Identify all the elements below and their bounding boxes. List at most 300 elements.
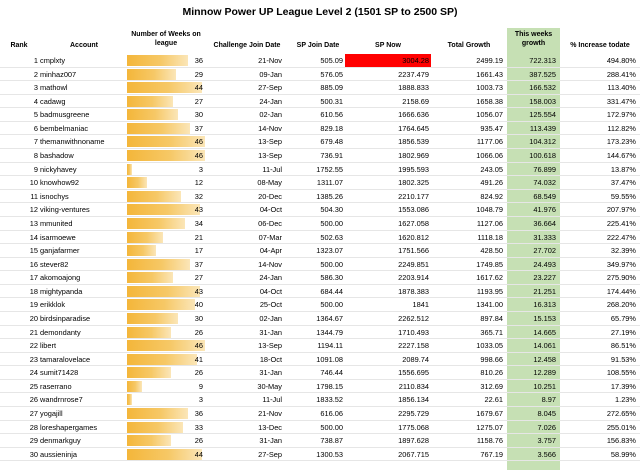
weeks-value: 46 <box>194 151 203 161</box>
weeks-bar <box>127 449 202 460</box>
sp-join-cell: 576.05 <box>320 69 343 79</box>
increase-cell: 255.01% <box>606 422 636 432</box>
table-row <box>0 298 640 312</box>
sp-now-value: 2262.512 <box>398 313 429 323</box>
sp-join-cell: 1091.08 <box>316 354 343 364</box>
account-cell[interactable]: isarmoewe <box>40 232 76 242</box>
weeks-bar <box>127 313 178 324</box>
rank-cell: 11 <box>30 191 38 201</box>
weeks-cell <box>126 326 206 339</box>
rank-cell: 1 <box>33 56 38 65</box>
total-growth-cell: 243.05 <box>480 164 503 174</box>
weeks-value: 33 <box>194 422 203 432</box>
account-cell[interactable]: bembelmaniac <box>40 123 89 133</box>
account-cell[interactable]: libert <box>40 341 57 351</box>
weeks-cell <box>126 298 206 311</box>
table-header <box>0 28 640 54</box>
sp-join-cell: 684.44 <box>320 286 343 296</box>
increase-cell: 113.40% <box>607 83 636 93</box>
sp-now-value: 3004.28 <box>402 56 429 65</box>
sp-now-value: 2203.914 <box>398 273 429 283</box>
account-cell[interactable]: wandrnrose7 <box>40 395 83 405</box>
table-row <box>0 108 640 122</box>
sp-now-value: 1710.493 <box>398 327 429 337</box>
sp-join-cell: 505.09 <box>320 56 343 65</box>
join-date-cell: 30-May <box>257 381 282 391</box>
weeks-value: 3 <box>198 164 203 174</box>
weeks-bar <box>127 164 132 175</box>
weeks-cell <box>126 285 206 298</box>
league-table <box>0 28 640 461</box>
rank-cell: 9 <box>33 164 38 174</box>
page-title: Minnow Power UP League Level 2 (1501 SP to 2500 SP) <box>182 6 458 18</box>
account-cell[interactable]: mightypanda <box>40 286 83 296</box>
increase-cell: 207.97% <box>606 205 636 215</box>
sp-join-cell: 885.09 <box>320 83 343 93</box>
table-row <box>0 135 640 149</box>
weeks-cell <box>126 190 206 203</box>
table-row <box>0 448 640 462</box>
table-row <box>0 231 640 245</box>
total-growth-cell: 22.61 <box>484 395 503 405</box>
sp-now-cell <box>345 81 431 94</box>
rank-cell: 13 <box>29 218 38 228</box>
sp-now-cell <box>345 95 431 108</box>
weeks-growth-cell: 15.153 <box>533 313 556 323</box>
weeks-growth-cell: 722.313 <box>529 56 556 65</box>
join-date-cell: 31-Jan <box>259 436 282 446</box>
sp-now-value: 1553.086 <box>398 205 429 215</box>
sp-now-value: 1878.383 <box>398 286 429 296</box>
weeks-cell <box>126 421 206 434</box>
total-growth-cell: 2499.19 <box>476 56 503 65</box>
join-date-cell: 04-Oct <box>259 286 282 296</box>
increase-cell: 65.79% <box>610 313 636 323</box>
increase-cell: 58.99% <box>610 449 636 459</box>
total-growth-cell: 312.69 <box>480 381 503 391</box>
weeks-bar <box>127 69 176 80</box>
weeks-cell <box>126 122 206 135</box>
total-growth-cell: 1066.06 <box>476 151 503 161</box>
rank-cell: 17 <box>29 273 38 283</box>
total-growth-cell: 1341.00 <box>476 300 503 310</box>
account-cell[interactable]: yogajill <box>40 409 63 419</box>
header-rank: Rank <box>10 42 28 49</box>
weeks-value: 27 <box>194 96 203 106</box>
sp-now-cell <box>345 353 431 366</box>
account-cell[interactable]: badmusgreene <box>40 110 90 120</box>
weeks-growth-cell: 74.032 <box>533 178 556 188</box>
header-weeks-growth: This weeks growth <box>514 31 553 47</box>
increase-cell: 222.47% <box>606 232 636 242</box>
total-growth-cell: 1158.76 <box>476 436 503 446</box>
increase-cell: 144.67% <box>606 151 636 161</box>
increase-cell: 17.39% <box>610 381 636 391</box>
table-row <box>0 190 640 204</box>
account-cell[interactable]: raserrano <box>40 381 72 391</box>
weeks-bar <box>127 394 132 405</box>
weeks-cell <box>126 135 206 148</box>
sp-now-value: 2067.715 <box>398 449 429 459</box>
join-date-cell: 13-Dec <box>258 422 282 432</box>
weeks-value: 40 <box>194 300 203 310</box>
weeks-cell <box>126 258 206 271</box>
sp-join-cell: 1344.79 <box>316 327 343 337</box>
sp-now-cell <box>345 271 431 284</box>
sp-now-cell <box>345 108 431 121</box>
header-join-date: Challenge Join Date <box>213 42 281 49</box>
join-date-cell: 27-Sep <box>258 83 282 93</box>
total-growth-cell: 1193.95 <box>476 286 503 296</box>
table-row <box>0 244 640 258</box>
weeks-value: 44 <box>194 449 203 459</box>
sp-join-cell: 679.48 <box>320 137 343 147</box>
table-row <box>0 434 640 448</box>
weeks-growth-cell: 125.554 <box>529 110 556 120</box>
weeks-bar <box>127 136 205 147</box>
sp-join-cell: 1364.67 <box>316 313 343 323</box>
weeks-growth-cell: 24.493 <box>533 259 556 269</box>
header-weeks: Number of Weeks on league <box>131 31 201 47</box>
rank-cell: 4 <box>33 96 38 106</box>
join-date-cell: 02-Jan <box>259 110 282 120</box>
account-cell[interactable]: loreshapergames <box>40 422 98 432</box>
total-growth-cell: 897.84 <box>480 313 503 323</box>
weeks-growth-cell: 14.665 <box>533 327 556 337</box>
weeks-growth-cell: 16.313 <box>533 300 556 310</box>
weeks-bar <box>127 232 163 243</box>
weeks-bar <box>127 422 183 433</box>
sp-join-cell: 610.56 <box>320 110 343 120</box>
increase-cell: 494.80% <box>606 56 636 65</box>
join-date-cell: 18-Oct <box>259 354 282 364</box>
weeks-cell <box>126 68 206 81</box>
weeks-cell <box>126 366 206 379</box>
total-growth-cell: 428.50 <box>480 246 503 256</box>
join-date-cell: 13-Sep <box>258 341 282 351</box>
total-growth-cell: 1033.05 <box>476 341 503 351</box>
join-date-cell: 02-Jan <box>259 313 282 323</box>
sp-now-cell <box>345 407 431 420</box>
increase-cell: 331.47% <box>606 96 636 106</box>
rank-cell: 2 <box>33 69 38 79</box>
account-cell[interactable]: bashadow <box>40 151 74 161</box>
join-date-cell: 04-Oct <box>259 205 282 215</box>
account-cell[interactable]: mathowl <box>40 83 68 93</box>
weeks-cell <box>126 54 206 67</box>
join-date-cell: 14-Nov <box>258 259 282 269</box>
weeks-bar <box>127 381 142 392</box>
table-row <box>0 258 640 272</box>
weeks-value: 3 <box>198 395 203 405</box>
join-date-cell: 06-Dec <box>258 218 282 228</box>
total-growth-cell: 810.26 <box>480 368 503 378</box>
total-growth-cell: 824.92 <box>480 191 503 201</box>
sp-now-cell <box>345 68 431 81</box>
total-growth-cell: 1003.73 <box>476 83 503 93</box>
total-growth-cell: 1118.18 <box>477 232 503 242</box>
weeks-value: 36 <box>194 409 203 419</box>
rank-cell: 25 <box>29 381 38 391</box>
increase-cell: 349.97% <box>606 259 636 269</box>
account-cell[interactable]: tamaralovelace <box>40 354 91 364</box>
weeks-value: 30 <box>194 313 203 323</box>
weeks-bar <box>127 82 202 93</box>
table-row <box>0 421 640 435</box>
sp-now-cell <box>345 285 431 298</box>
sp-join-cell: 500.00 <box>320 300 343 310</box>
weeks-growth-cell: 12.289 <box>533 368 556 378</box>
rank-cell: 15 <box>29 246 38 256</box>
rank-cell: 14 <box>29 232 38 242</box>
table-row <box>0 203 640 217</box>
total-growth-cell: 767.19 <box>480 449 503 459</box>
sp-join-cell: 504.30 <box>320 205 343 215</box>
sp-now-cell <box>345 190 431 203</box>
increase-cell: 173.23% <box>606 137 636 147</box>
table-row <box>0 339 640 353</box>
sp-now-cell <box>345 380 431 393</box>
table-row <box>0 271 640 285</box>
sp-now-cell <box>345 149 431 162</box>
sp-join-cell: 1323.07 <box>316 246 343 256</box>
table-body <box>0 54 640 461</box>
weeks-growth-cell: 8.97 <box>541 395 556 405</box>
account-cell[interactable]: aussieninja <box>40 449 77 459</box>
sp-now-value: 1627.058 <box>398 218 429 228</box>
sp-now-value: 2210.177 <box>398 191 429 201</box>
account-cell[interactable]: erikklok <box>40 300 66 310</box>
weeks-growth-cell: 27.702 <box>533 246 556 256</box>
weeks-value: 26 <box>194 436 203 446</box>
table-row <box>0 285 640 299</box>
account-cell[interactable]: cadawg <box>40 96 66 106</box>
weeks-value: 12 <box>194 178 203 188</box>
table-row <box>0 393 640 407</box>
header-sp-now: SP Now <box>375 42 401 49</box>
sp-now-value: 2295.729 <box>398 409 429 419</box>
total-growth-cell: 1749.85 <box>476 259 503 269</box>
sp-now-cell <box>345 312 431 325</box>
join-date-cell: 11-Jul <box>262 395 282 405</box>
sp-now-cell <box>345 54 431 67</box>
sp-join-cell: 1300.53 <box>316 449 343 459</box>
weeks-cell <box>126 448 206 461</box>
table-row <box>0 81 640 95</box>
join-date-cell: 21-Nov <box>258 56 282 65</box>
rank-cell: 10 <box>29 178 38 188</box>
increase-cell: 91.53% <box>610 354 636 364</box>
sp-now-cell <box>345 231 431 244</box>
sp-now-value: 1897.628 <box>398 436 429 446</box>
weeks-value: 17 <box>194 246 203 256</box>
increase-cell: 275.90% <box>606 273 636 283</box>
weeks-cell <box>126 407 206 420</box>
sp-join-cell: 738.87 <box>320 436 343 446</box>
weeks-bar <box>127 299 195 310</box>
weeks-growth-cell: 23.227 <box>533 273 556 283</box>
increase-cell: 156.83% <box>606 436 636 446</box>
sp-now-cell <box>345 217 431 230</box>
weeks-growth-cell: 36.664 <box>533 218 556 228</box>
weeks-cell <box>126 149 206 162</box>
rank-cell: 5 <box>33 110 38 120</box>
weeks-bar <box>127 435 171 446</box>
weeks-bar <box>127 204 200 215</box>
weeks-growth-cell: 12.458 <box>533 354 556 364</box>
sp-now-value: 1751.566 <box>398 246 429 256</box>
account-cell[interactable]: isnochys <box>40 191 69 201</box>
join-date-cell: 25-Oct <box>259 300 282 310</box>
table-row <box>0 312 640 326</box>
join-date-cell: 14-Nov <box>258 123 282 133</box>
account-cell[interactable]: themanwithnoname <box>40 137 105 147</box>
header-account: Account <box>70 42 98 49</box>
weeks-growth-cell: 76.899 <box>533 164 556 174</box>
weeks-value: 26 <box>194 327 203 337</box>
weeks-value: 46 <box>194 137 203 147</box>
account-cell[interactable]: ganjafarmer <box>40 246 80 256</box>
weeks-value: 37 <box>194 259 203 269</box>
sp-now-cell <box>345 393 431 406</box>
join-date-cell: 07-Mar <box>258 232 282 242</box>
total-growth-cell: 1658.38 <box>476 96 503 106</box>
sp-now-cell <box>345 122 431 135</box>
account-cell[interactable]: viking-ventures <box>40 205 90 215</box>
table-row <box>0 149 640 163</box>
sp-join-cell: 1194.11 <box>317 341 343 351</box>
total-growth-cell: 1177.06 <box>476 137 503 147</box>
total-growth-cell: 1679.67 <box>476 409 503 419</box>
total-growth-cell: 935.47 <box>480 123 503 133</box>
increase-cell: 225.41% <box>606 218 636 228</box>
weeks-value: 34 <box>194 218 203 228</box>
total-growth-cell: 1127.06 <box>476 218 503 228</box>
sp-join-cell: 1833.52 <box>316 395 343 405</box>
join-date-cell: 13-Sep <box>258 151 282 161</box>
weeks-cell <box>126 203 206 216</box>
weeks-bar <box>127 340 205 351</box>
sp-now-cell <box>345 258 431 271</box>
rank-cell: 30 <box>29 449 38 459</box>
account-cell[interactable]: stever82 <box>40 259 69 269</box>
sp-join-cell: 1752.55 <box>316 164 343 174</box>
table-row <box>0 176 640 190</box>
join-date-cell: 24-Jan <box>259 273 282 283</box>
account-cell[interactable]: denmarkguy <box>40 436 81 446</box>
sp-now-value: 1775.068 <box>398 422 429 432</box>
sp-now-value: 1802.969 <box>398 151 429 161</box>
weeks-value: 29 <box>194 69 203 79</box>
increase-cell: 32.39% <box>610 246 636 256</box>
account-cell[interactable]: nickyhavey <box>40 164 77 174</box>
weeks-bar <box>127 123 190 134</box>
weeks-bar <box>127 55 188 66</box>
weeks-growth-cell: 3.566 <box>537 449 556 459</box>
sp-join-cell: 1798.15 <box>316 381 343 391</box>
weeks-growth-cell: 21.251 <box>533 286 556 296</box>
sp-now-value: 2158.69 <box>402 96 429 106</box>
weeks-bar <box>127 245 156 256</box>
weeks-bar <box>127 408 188 419</box>
weeks-cell <box>126 163 206 176</box>
increase-cell: 1.23% <box>615 395 636 405</box>
header-sp-join: SP Join Date <box>296 42 340 49</box>
weeks-value: 37 <box>194 123 203 133</box>
row-divider <box>0 460 640 461</box>
rank-cell: 26 <box>29 395 38 405</box>
rank-cell: 29 <box>29 436 38 446</box>
sp-now-cell <box>345 298 431 311</box>
weeks-growth-cell: 104.312 <box>529 137 556 147</box>
increase-cell: 268.20% <box>606 300 636 310</box>
weeks-growth-cell: 31.333 <box>533 232 556 242</box>
header-increase: % Increase todate <box>570 42 630 49</box>
rank-cell: 7 <box>33 137 38 147</box>
weeks-bar <box>127 150 205 161</box>
increase-cell: 108.55% <box>606 368 636 378</box>
total-growth-cell: 1056.07 <box>476 110 503 120</box>
increase-cell: 37.47% <box>610 178 636 188</box>
increase-cell: 288.41% <box>606 69 636 79</box>
weeks-bar <box>127 191 181 202</box>
table-row <box>0 407 640 421</box>
table-row <box>0 163 640 177</box>
rank-cell: 24 <box>29 368 38 378</box>
join-date-cell: 09-Jan <box>259 69 282 79</box>
total-growth-cell: 1275.07 <box>476 422 503 432</box>
weeks-value: 30 <box>194 110 203 120</box>
weeks-bar <box>127 354 197 365</box>
join-date-cell: 20-Dec <box>258 191 282 201</box>
weeks-cell <box>126 81 206 94</box>
join-date-cell: 08-May <box>257 178 282 188</box>
account-cell[interactable]: minhaz007 <box>40 69 77 79</box>
account-cell[interactable]: knowhow92 <box>40 178 80 188</box>
sp-now-value: 2110.834 <box>398 381 429 391</box>
account-cell[interactable]: demondanty <box>40 327 81 337</box>
weeks-cell <box>126 108 206 121</box>
sp-now-cell <box>345 326 431 339</box>
account-cell[interactable]: sumit71428 <box>40 368 79 378</box>
weeks-bar <box>127 272 173 283</box>
increase-cell: 86.51% <box>610 341 636 351</box>
weeks-cell <box>126 271 206 284</box>
weeks-cell <box>126 380 206 393</box>
table-row <box>0 54 640 68</box>
join-date-cell: 27-Sep <box>258 449 282 459</box>
total-growth-cell: 1048.79 <box>476 205 503 215</box>
weeks-growth-cell: 7.026 <box>537 422 556 432</box>
account-cell[interactable]: cmplxty <box>40 56 66 65</box>
weeks-cell <box>126 95 206 108</box>
rank-cell: 19 <box>29 300 38 310</box>
sp-now-value: 1620.812 <box>398 232 429 242</box>
account-cell[interactable]: mmunited <box>40 218 73 228</box>
account-cell[interactable]: birdsinparadise <box>40 313 91 323</box>
sp-now-cell <box>345 366 431 379</box>
sp-now-value: 2237.479 <box>398 69 429 79</box>
weeks-growth-cell: 10.251 <box>533 381 556 391</box>
account-cell[interactable]: akomoajong <box>40 273 81 283</box>
weeks-value: 46 <box>194 341 203 351</box>
weeks-growth-cell: 68.549 <box>533 191 556 201</box>
sp-now-cell <box>345 176 431 189</box>
increase-cell: 59.55% <box>610 191 636 201</box>
sp-join-cell: 500.00 <box>320 259 343 269</box>
sp-now-value: 1856.539 <box>398 137 429 147</box>
sp-join-cell: 500.00 <box>320 422 343 432</box>
